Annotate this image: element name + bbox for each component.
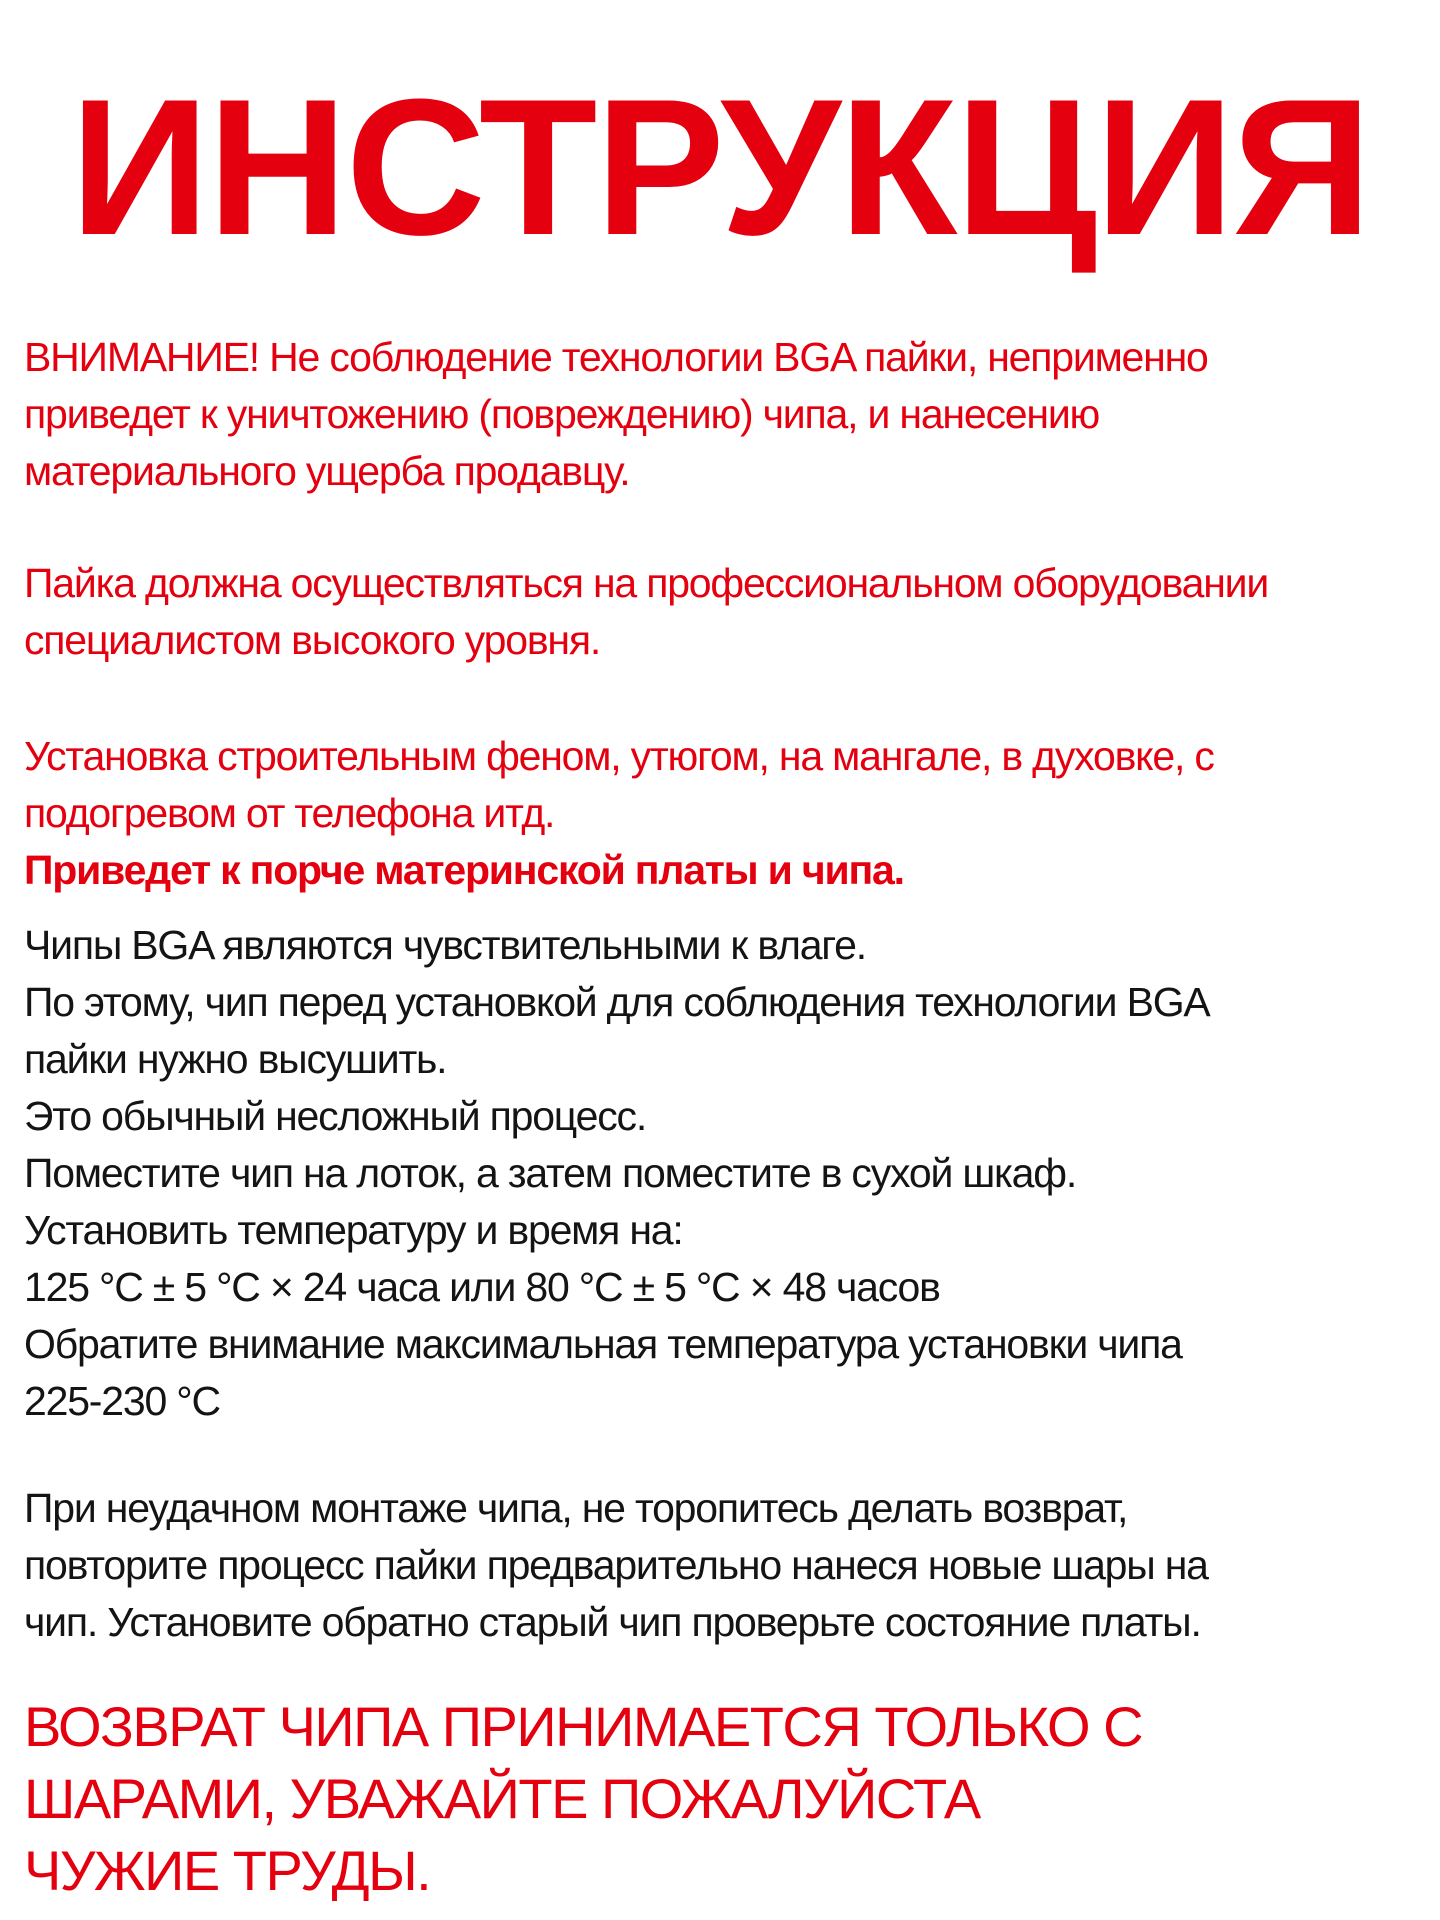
return-policy-line: ШАРАМИ, УВАЖАЙТЕ ПОЖАЛУЙСТА [24,1767,980,1830]
failed-mount-line: повторите процесс пайки предварительно нанеся новые шары на [24,1542,1208,1588]
improper-install-paragraph [24,728,1424,899]
drying-line: пайки нужно высушить. [24,1036,447,1082]
max-temperature-line: 225-230 °C [24,1378,220,1424]
professional-line: Пайка должна осуществляться на профессиональном оборудовании [24,560,1269,606]
warning-line: материального ущерба продавцу. [24,448,630,494]
warning-line: приведет к уничтожению (повреждению) чипа, и нанесению [24,391,1100,437]
warning-paragraph [24,329,1424,500]
drying-line: Поместите чип на лоток, а затем поместите в сухой шкаф. [24,1150,1077,1196]
professional-line: специалистом высокого уровня. [24,617,601,663]
failed-mount-line: При неудачном монтаже чипа, не торопитесь делать возврат, [24,1485,1128,1531]
return-policy-line: ВОЗВРАТ ЧИПА ПРИНИМАЕТСЯ ТОЛЬКО С [24,1695,1143,1758]
drying-line: Чипы BGA являются чувствительными к влаге. [24,922,866,968]
drying-line: По этому, чип перед установкой для соблюдения технологии BGA [24,979,1210,1025]
professional-paragraph [24,555,1424,669]
warning-line: ВНИМАНИЕ! Не соблюдение технологии BGA пайки, неприменно [24,334,1208,380]
drying-line: Обратите внимание максимальная температура установки чипа [24,1321,1182,1367]
drying-temperature-line: 125 °C ± 5 °C × 24 часа или 80 °C ± 5 °C × 48 часов [24,1264,940,1310]
return-policy-line: ЧУЖИЕ ТРУДЫ. [24,1839,431,1902]
page-title: ИНСТРУКЦИЯ [70,59,1370,276]
failed-mount-line: чип. Установите обратно старый чип проверьте состояние платы. [24,1599,1201,1645]
improper-install-emphasis: Приведет к порче материнской платы и чипа. [24,847,904,893]
improper-install-line: Установка строительным феном, утюгом, на мангале, в духовке, с [24,733,1214,779]
failed-mount-paragraph [24,1480,1424,1651]
drying-line: Установить температуру и время на: [24,1207,683,1253]
improper-install-line: подогревом от телефона итд. [24,790,555,836]
drying-line: Это обычный несложный процесс. [24,1093,647,1139]
return-policy-notice [24,1691,1424,1907]
drying-paragraph [24,917,1424,1430]
